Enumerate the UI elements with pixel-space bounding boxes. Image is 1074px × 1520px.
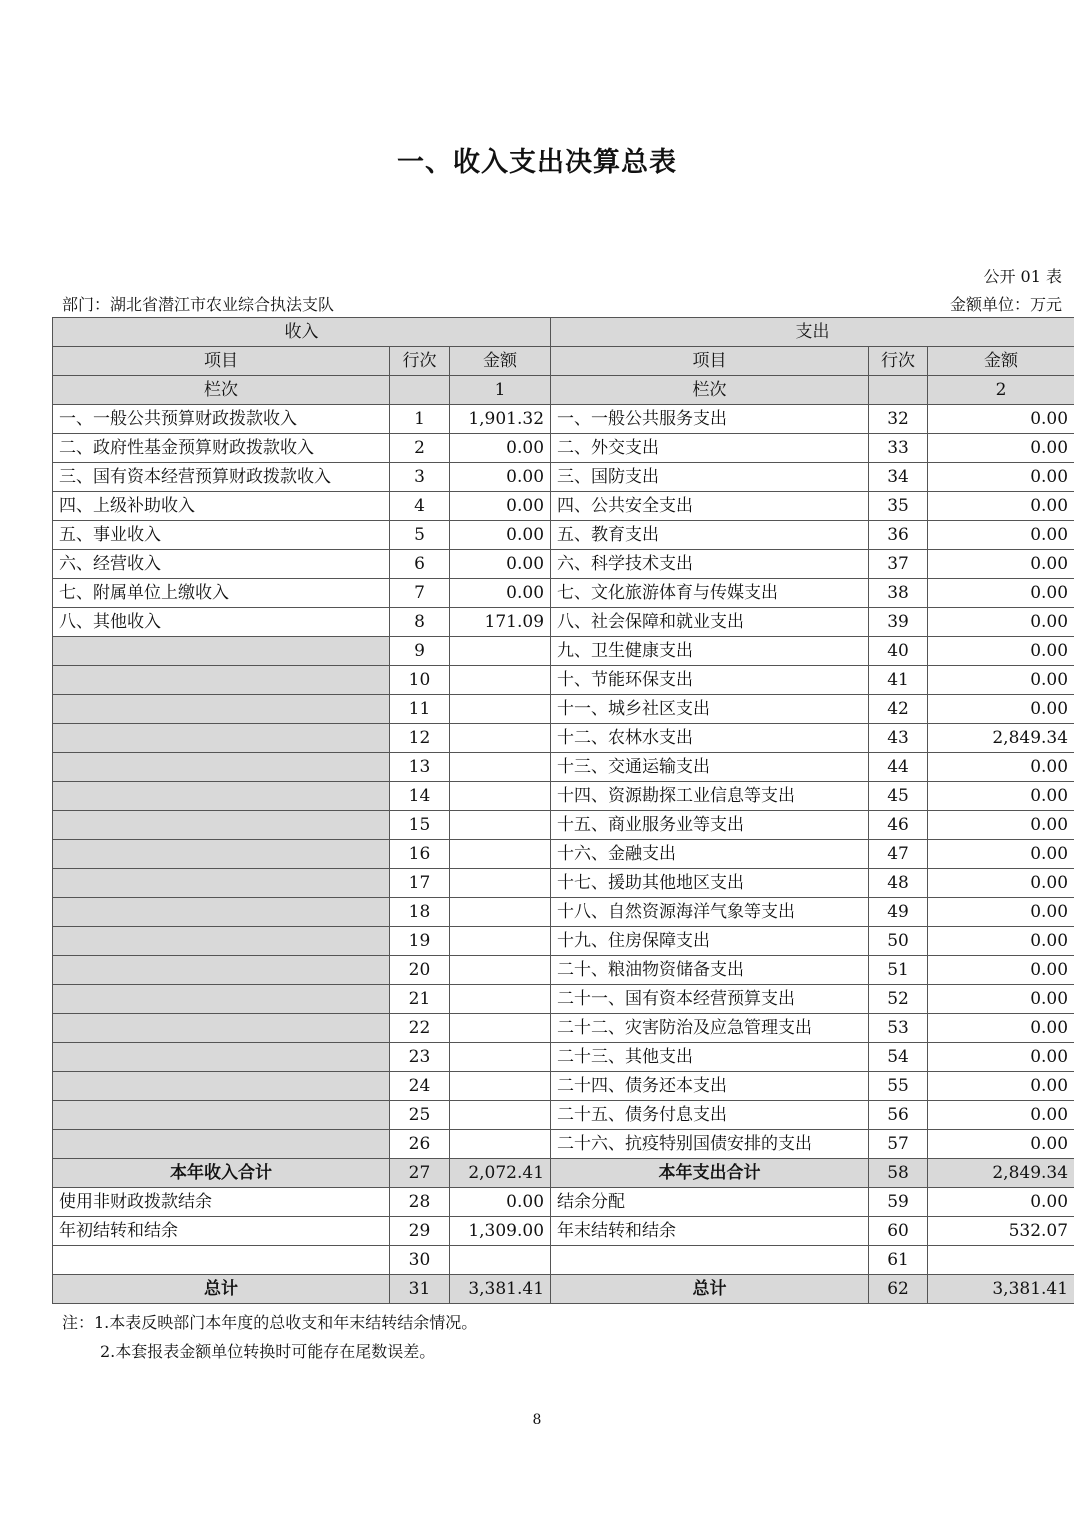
income-amount-cell — [450, 898, 551, 927]
income-row-no-cell: 18 — [390, 898, 450, 927]
income-row-no-cell: 15 — [390, 811, 450, 840]
income-amount-cell — [450, 782, 551, 811]
expense-row-no-cell: 58 — [869, 1159, 928, 1188]
income-item-cell — [53, 956, 390, 985]
income-item-cell — [53, 869, 390, 898]
expense-amount-cell: 0.00 — [928, 695, 1074, 724]
expense-item-cell: 三、国防支出 — [551, 463, 869, 492]
expense-item-cell: 五、教育支出 — [551, 521, 869, 550]
income-item-cell: 二、政府性基金预算财政拨款收入 — [53, 434, 390, 463]
income-amount-cell — [450, 1246, 551, 1275]
expense-row-no-cell: 36 — [869, 521, 928, 550]
income-amount-cell — [450, 1130, 551, 1159]
income-row-no-cell: 2 — [390, 434, 450, 463]
expense-amount-cell: 0.00 — [928, 985, 1074, 1014]
income-item-cell: 使用非财政拨款结余 — [53, 1188, 390, 1217]
income-row-no-cell: 3 — [390, 463, 450, 492]
table-row — [53, 956, 1074, 985]
expense-item-cell: 八、社会保障和就业支出 — [551, 608, 869, 637]
expense-row-no-cell: 45 — [869, 782, 928, 811]
expense-amount-cell: 0.00 — [928, 927, 1074, 956]
expense-item-cell: 总计 — [551, 1275, 869, 1304]
column-header-row — [53, 347, 1074, 376]
table-row — [53, 1217, 1074, 1246]
expense-row-no-cell: 35 — [869, 492, 928, 521]
income-amount-header: 金额 — [450, 347, 551, 376]
income-row-no-cell: 12 — [390, 724, 450, 753]
expense-item-cell: 十四、资源勘探工业信息等支出 — [551, 782, 869, 811]
expense-row-no-cell: 62 — [869, 1275, 928, 1304]
expense-item-cell: 十六、金融支出 — [551, 840, 869, 869]
table-row — [53, 695, 1074, 724]
income-amount-cell — [450, 869, 551, 898]
income-item-cell — [53, 927, 390, 956]
income-item-cell: 八、其他收入 — [53, 608, 390, 637]
table-row — [53, 637, 1074, 666]
income-item-cell — [53, 666, 390, 695]
income-row-no-cell: 7 — [390, 579, 450, 608]
expense-item-cell: 二十六、抗疫特别国债安排的支出 — [551, 1130, 869, 1159]
income-section-header: 收入 — [53, 318, 551, 347]
table-row — [53, 492, 1074, 521]
income-amount-cell: 3,381.41 — [450, 1275, 551, 1304]
expense-row-no-cell: 56 — [869, 1101, 928, 1130]
expense-item-cell: 二十一、国有资本经营预算支出 — [551, 985, 869, 1014]
income-row-no-cell: 26 — [390, 1130, 450, 1159]
income-row-no-cell: 8 — [390, 608, 450, 637]
expense-amount-cell: 0.00 — [928, 840, 1074, 869]
expense-row-no-cell: 51 — [869, 956, 928, 985]
expense-row-no-cell: 50 — [869, 927, 928, 956]
expense-amount-cell: 0.00 — [928, 463, 1074, 492]
table-row — [53, 434, 1074, 463]
income-item-cell — [53, 985, 390, 1014]
expense-section-header: 支出 — [551, 318, 1074, 347]
expense-row-no-cell: 40 — [869, 637, 928, 666]
income-row-no-cell: 10 — [390, 666, 450, 695]
income-row-no-cell: 9 — [390, 637, 450, 666]
income-amount-cell — [450, 724, 551, 753]
table-row — [53, 985, 1074, 1014]
expense-item-cell: 十九、住房保障支出 — [551, 927, 869, 956]
expense-item-cell: 四、公共安全支出 — [551, 492, 869, 521]
expense-item-cell: 结余分配 — [551, 1188, 869, 1217]
expense-row-no-cell: 37 — [869, 550, 928, 579]
income-column-index: 1 — [450, 376, 551, 405]
income-row-no-cell: 31 — [390, 1275, 450, 1304]
income-amount-cell — [450, 840, 551, 869]
expense-item-cell: 十三、交通运输支出 — [551, 753, 869, 782]
income-row-no-cell: 28 — [390, 1188, 450, 1217]
income-amount-cell: 0.00 — [450, 521, 551, 550]
table-row — [53, 463, 1074, 492]
income-amount-cell: 0.00 — [450, 550, 551, 579]
income-row-no-cell: 22 — [390, 1014, 450, 1043]
expense-item-cell: 二、外交支出 — [551, 434, 869, 463]
income-amount-cell: 0.00 — [450, 1188, 551, 1217]
form-number: 公开 01 表 — [983, 267, 1062, 286]
table-row — [53, 1101, 1074, 1130]
income-amount-cell: 2,072.41 — [450, 1159, 551, 1188]
expense-row-no-cell: 47 — [869, 840, 928, 869]
income-item-header: 项目 — [53, 347, 390, 376]
subtotal-row — [53, 1159, 1074, 1188]
expense-item-header: 项目 — [551, 347, 869, 376]
table-row — [53, 898, 1074, 927]
income-item-cell: 六、经营收入 — [53, 550, 390, 579]
income-item-cell: 总计 — [53, 1275, 390, 1304]
table-row — [53, 405, 1074, 434]
table-body — [53, 405, 1074, 1304]
expense-amount-cell: 532.07 — [928, 1217, 1074, 1246]
income-row-no-header: 行次 — [390, 347, 450, 376]
table-row — [53, 811, 1074, 840]
expense-item-cell: 十五、商业服务业等支出 — [551, 811, 869, 840]
income-amount-cell — [450, 1043, 551, 1072]
expense-row-no-cell: 59 — [869, 1188, 928, 1217]
income-item-cell — [53, 782, 390, 811]
income-row-no-cell: 1 — [390, 405, 450, 434]
income-row-no-cell: 19 — [390, 927, 450, 956]
expense-item-cell: 二十五、债务付息支出 — [551, 1101, 869, 1130]
income-item-cell — [53, 724, 390, 753]
table-row — [53, 869, 1074, 898]
income-row-no-cell: 25 — [390, 1101, 450, 1130]
income-amount-cell: 1,309.00 — [450, 1217, 551, 1246]
income-item-cell — [53, 898, 390, 927]
expense-amount-cell: 0.00 — [928, 521, 1074, 550]
income-item-cell: 七、附属单位上缴收入 — [53, 579, 390, 608]
table-row — [53, 927, 1074, 956]
income-amount-cell: 1,901.32 — [450, 405, 551, 434]
income-amount-cell — [450, 637, 551, 666]
income-row-no-cell: 11 — [390, 695, 450, 724]
income-row-no-cell: 13 — [390, 753, 450, 782]
expense-amount-cell: 0.00 — [928, 1101, 1074, 1130]
expense-amount-cell: 0.00 — [928, 492, 1074, 521]
expense-item-cell: 十二、农林水支出 — [551, 724, 869, 753]
income-column-no-label: 栏次 — [53, 376, 390, 405]
expense-amount-cell: 0.00 — [928, 579, 1074, 608]
expense-row-no-header: 行次 — [869, 347, 928, 376]
expense-row-no-cell: 53 — [869, 1014, 928, 1043]
expense-row-no-cell: 55 — [869, 1072, 928, 1101]
expense-row-no-cell: 43 — [869, 724, 928, 753]
expense-row-no-cell: 46 — [869, 811, 928, 840]
table-row — [53, 840, 1074, 869]
expense-amount-cell: 3,381.41 — [928, 1275, 1074, 1304]
expense-column-no-blank — [869, 376, 928, 405]
income-row-no-cell: 29 — [390, 1217, 450, 1246]
notes — [62, 1308, 477, 1366]
expense-amount-cell: 0.00 — [928, 666, 1074, 695]
income-row-no-cell: 24 — [390, 1072, 450, 1101]
note-line-1: 注：1.本表反映部门本年度的总收支和年末结转结余情况。 — [62, 1313, 478, 1332]
expense-amount-cell: 0.00 — [928, 405, 1074, 434]
income-item-cell — [53, 1246, 390, 1275]
expense-row-no-cell: 49 — [869, 898, 928, 927]
page-number: 8 — [532, 1412, 542, 1428]
income-item-cell: 五、事业收入 — [53, 521, 390, 550]
table-row — [53, 521, 1074, 550]
total-row — [53, 1275, 1074, 1304]
expense-item-cell: 六、科学技术支出 — [551, 550, 869, 579]
table-row — [53, 579, 1074, 608]
income-row-no-cell: 20 — [390, 956, 450, 985]
expense-amount-header: 金额 — [928, 347, 1074, 376]
expense-item-cell: 九、卫生健康支出 — [551, 637, 869, 666]
income-amount-cell — [450, 666, 551, 695]
income-amount-cell — [450, 1014, 551, 1043]
income-row-no-cell: 5 — [390, 521, 450, 550]
expense-amount-cell: 0.00 — [928, 1043, 1074, 1072]
expense-amount-cell: 0.00 — [928, 1072, 1074, 1101]
income-amount-cell — [450, 1072, 551, 1101]
income-row-no-cell: 17 — [390, 869, 450, 898]
table-row — [53, 782, 1074, 811]
expense-amount-cell: 0.00 — [928, 637, 1074, 666]
expense-column-no-label: 栏次 — [551, 376, 869, 405]
table-row — [53, 1014, 1074, 1043]
expense-item-cell: 二十四、债务还本支出 — [551, 1072, 869, 1101]
income-item-cell — [53, 753, 390, 782]
expense-row-no-cell: 39 — [869, 608, 928, 637]
income-amount-cell — [450, 956, 551, 985]
income-expense-table — [52, 317, 1074, 1304]
income-amount-cell — [450, 985, 551, 1014]
table-row — [53, 550, 1074, 579]
table-row — [53, 1188, 1074, 1217]
expense-amount-cell: 0.00 — [928, 956, 1074, 985]
income-amount-cell: 171.09 — [450, 608, 551, 637]
page-title: 一、收入支出决算总表 — [397, 147, 677, 178]
income-amount-cell: 0.00 — [450, 434, 551, 463]
expense-amount-cell: 2,849.34 — [928, 724, 1074, 753]
income-amount-cell — [450, 695, 551, 724]
expense-amount-cell: 0.00 — [928, 811, 1074, 840]
income-row-no-cell: 23 — [390, 1043, 450, 1072]
expense-amount-cell: 0.00 — [928, 782, 1074, 811]
expense-amount-cell: 0.00 — [928, 898, 1074, 927]
expense-row-no-cell: 41 — [869, 666, 928, 695]
expense-item-cell: 二十、粮油物资储备支出 — [551, 956, 869, 985]
expense-amount-cell: 0.00 — [928, 1188, 1074, 1217]
income-item-cell — [53, 1043, 390, 1072]
expense-amount-cell: 0.00 — [928, 1014, 1074, 1043]
income-row-no-cell: 6 — [390, 550, 450, 579]
income-amount-cell — [450, 753, 551, 782]
department-label: 部门：湖北省潜江市农业综合执法支队 — [62, 295, 335, 314]
expense-row-no-cell: 57 — [869, 1130, 928, 1159]
table-row — [53, 1043, 1074, 1072]
income-amount-cell — [450, 927, 551, 956]
income-item-cell — [53, 695, 390, 724]
expense-row-no-cell: 54 — [869, 1043, 928, 1072]
income-row-no-cell: 21 — [390, 985, 450, 1014]
table-row — [53, 1130, 1074, 1159]
table-row — [53, 666, 1074, 695]
expense-item-cell: 十七、援助其他地区支出 — [551, 869, 869, 898]
income-amount-cell: 0.00 — [450, 579, 551, 608]
expense-item-cell — [551, 1246, 869, 1275]
expense-item-cell: 本年支出合计 — [551, 1159, 869, 1188]
expense-item-cell: 十一、城乡社区支出 — [551, 695, 869, 724]
income-item-cell — [53, 840, 390, 869]
table-row — [53, 1072, 1074, 1101]
expense-item-cell: 一、一般公共服务支出 — [551, 405, 869, 434]
income-row-no-cell: 30 — [390, 1246, 450, 1275]
income-item-cell — [53, 1014, 390, 1043]
income-amount-cell: 0.00 — [450, 492, 551, 521]
expense-amount-cell — [928, 1246, 1074, 1275]
expense-item-cell: 二十二、灾害防治及应急管理支出 — [551, 1014, 869, 1043]
expense-amount-cell: 2,849.34 — [928, 1159, 1074, 1188]
expense-amount-cell: 0.00 — [928, 434, 1074, 463]
income-item-cell: 三、国有资本经营预算财政拨款收入 — [53, 463, 390, 492]
expense-amount-cell: 0.00 — [928, 608, 1074, 637]
expense-amount-cell: 0.00 — [928, 869, 1074, 898]
expense-item-cell: 十八、自然资源海洋气象等支出 — [551, 898, 869, 927]
income-item-cell — [53, 1130, 390, 1159]
expense-row-no-cell: 44 — [869, 753, 928, 782]
expense-item-cell: 七、文化旅游体育与传媒支出 — [551, 579, 869, 608]
income-amount-cell: 0.00 — [450, 463, 551, 492]
table-row — [53, 608, 1074, 637]
income-item-cell: 四、上级补助收入 — [53, 492, 390, 521]
income-item-cell — [53, 637, 390, 666]
income-row-no-cell: 16 — [390, 840, 450, 869]
expense-amount-cell: 0.00 — [928, 550, 1074, 579]
expense-row-no-cell: 48 — [869, 869, 928, 898]
income-item-cell: 年初结转和结余 — [53, 1217, 390, 1246]
expense-item-cell: 年末结转和结余 — [551, 1217, 869, 1246]
income-row-no-cell: 27 — [390, 1159, 450, 1188]
income-item-cell — [53, 1101, 390, 1130]
column-index-row — [53, 376, 1074, 405]
expense-item-cell: 二十三、其他支出 — [551, 1043, 869, 1072]
table-row — [53, 724, 1074, 753]
expense-row-no-cell: 38 — [869, 579, 928, 608]
income-item-cell — [53, 1072, 390, 1101]
amount-unit-label: 金额单位：万元 — [949, 295, 1062, 314]
expense-item-cell: 十、节能环保支出 — [551, 666, 869, 695]
expense-amount-cell: 0.00 — [928, 753, 1074, 782]
income-row-no-cell: 14 — [390, 782, 450, 811]
table-row — [53, 1246, 1074, 1275]
income-amount-cell — [450, 1101, 551, 1130]
expense-column-index: 2 — [928, 376, 1074, 405]
expense-row-no-cell: 61 — [869, 1246, 928, 1275]
expense-row-no-cell: 34 — [869, 463, 928, 492]
expense-row-no-cell: 60 — [869, 1217, 928, 1246]
expense-row-no-cell: 52 — [869, 985, 928, 1014]
income-item-cell: 一、一般公共预算财政拨款收入 — [53, 405, 390, 434]
expense-amount-cell: 0.00 — [928, 1130, 1074, 1159]
table-row — [53, 753, 1074, 782]
section-header-row — [53, 318, 1074, 347]
income-column-no-blank — [390, 376, 450, 405]
expense-row-no-cell: 42 — [869, 695, 928, 724]
income-amount-cell — [450, 811, 551, 840]
income-item-cell: 本年收入合计 — [53, 1159, 390, 1188]
expense-row-no-cell: 32 — [869, 405, 928, 434]
note-line-2: 2.本套报表金额单位转换时可能存在尾数误差。 — [100, 1342, 436, 1361]
income-item-cell — [53, 811, 390, 840]
expense-row-no-cell: 33 — [869, 434, 928, 463]
income-row-no-cell: 4 — [390, 492, 450, 521]
